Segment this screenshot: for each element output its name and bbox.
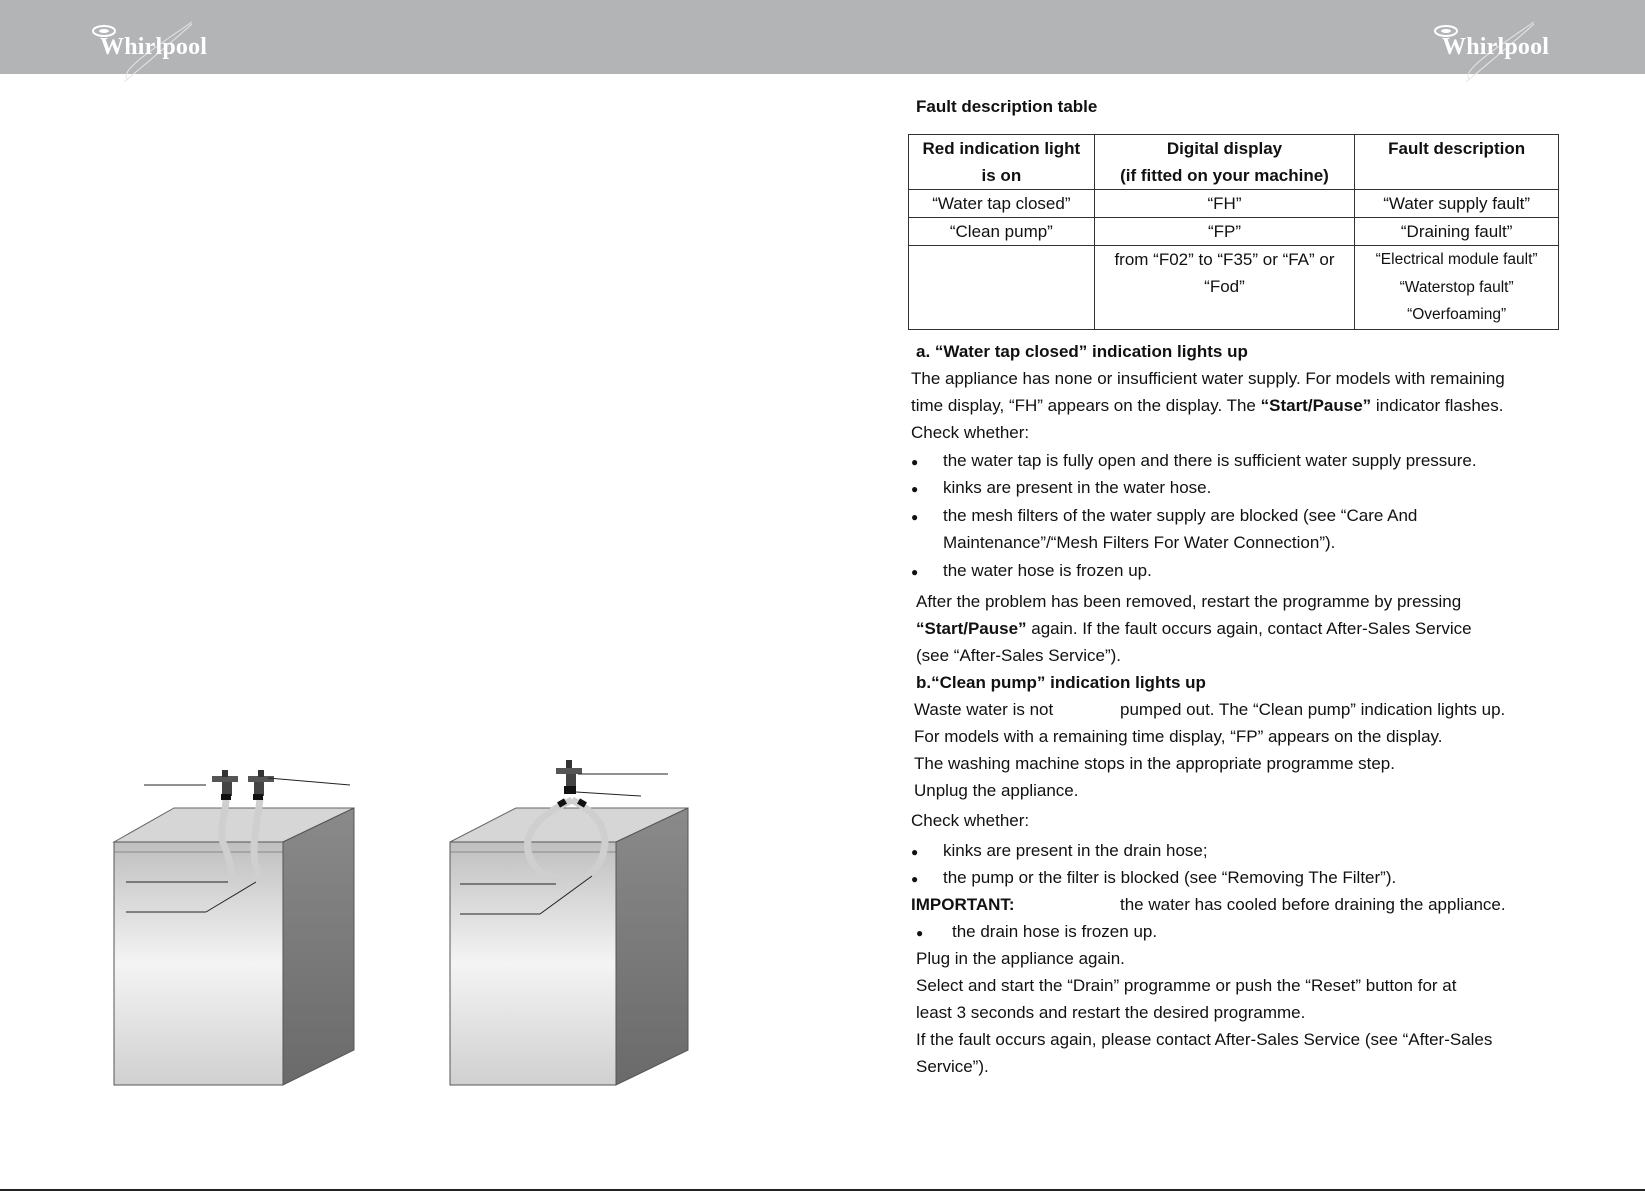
table-cell: “Water tap closed” (909, 190, 1095, 218)
section-a-text: Check whether: (911, 423, 1030, 442)
table-cell: “Clean pump” (909, 218, 1095, 246)
bullet-icon: ● (911, 482, 919, 496)
section-b-text: The washing machine stops in the appropriate programme step. (914, 754, 1395, 773)
table-cell (909, 246, 1095, 330)
appliance-y-connector-illustration (446, 752, 696, 1092)
section-a-text: The appliance has none or insufficient water supply. For models with remaining (911, 369, 1505, 388)
list-item: kinks are present in the drain hose; (943, 841, 1208, 860)
table-cell: “Water supply fault” (1355, 190, 1559, 218)
section-a-text: time display, “FH” appears on the display. The “Start/Pause” indicator flashes. (911, 396, 1504, 415)
list-item: the mesh filters of the water supply are blocked (see “Care And (943, 506, 1418, 525)
table-cell: from “F02” to “F35” or “FA” or “Fod” (1094, 246, 1355, 330)
section-b-text: Check whether: (911, 811, 1030, 830)
list-item: Maintenance”/“Mesh Filters For Water Connection”). (943, 533, 1336, 552)
bullet-icon: ● (916, 926, 924, 940)
bullet-icon: ● (911, 872, 919, 886)
list-item: the water hose is frozen up. (943, 561, 1152, 580)
fault-table-title: Fault description table (916, 97, 1098, 116)
list-item: the pump or the filter is blocked (see “Removing The Filter”). (943, 868, 1397, 887)
bullet-icon: ● (911, 565, 919, 579)
section-a-after: After the problem has been removed, restart the programme by pressing (916, 592, 1462, 611)
section-a-after: (see “After-Sales Service”). (916, 646, 1121, 665)
section-a-after: “Start/Pause” again. If the fault occurs again, contact After-Sales Service (916, 619, 1472, 638)
table-row (909, 246, 1559, 330)
closing-text: least 3 seconds and restart the desired programme. (916, 1003, 1306, 1022)
list-item: the drain hose is frozen up. (952, 922, 1158, 941)
logo-text: Whirlpool (1442, 34, 1550, 60)
table-row (909, 218, 1559, 246)
bullet-icon: ● (911, 845, 919, 859)
whirlpool-logo-left (88, 22, 228, 70)
bullet-icon: ● (911, 510, 919, 524)
appliance-two-taps-illustration (108, 760, 368, 1090)
bullet-icon: ● (911, 455, 919, 469)
section-b-text: pumped out. The “Clean pump” indication lights up. (1120, 700, 1506, 719)
table-cell: “FP” (1094, 218, 1355, 246)
table-cell: “Electrical module fault” “Waterstop fault” “Overfoaming” (1355, 246, 1559, 330)
section-b-text: Unplug the appliance. (914, 781, 1079, 800)
bottom-rule (0, 1189, 1645, 1191)
section-a-heading: a. “Water tap closed” indication lights up (916, 342, 1248, 361)
important-text: the water has cooled before draining the appliance. (1120, 895, 1506, 914)
column-header-red-light: Red indication light is on (909, 135, 1095, 190)
closing-text: Plug in the appliance again. (916, 949, 1125, 968)
logo-text: Whirlpool (100, 34, 208, 60)
fault-description-table (908, 134, 1559, 330)
column-header-digital-display: Digital display (if fitted on your machine) (1094, 135, 1355, 190)
list-item: kinks are present in the water hose. (943, 478, 1212, 497)
list-item: the water tap is fully open and there is sufficient water supply pressure. (943, 451, 1477, 470)
header-bar (0, 0, 1645, 74)
table-row (909, 190, 1559, 218)
table-header-row (909, 135, 1559, 190)
closing-text: Service”). (916, 1057, 989, 1076)
closing-text: If the fault occurs again, please contact After-Sales Service (see “After-Sales (916, 1030, 1493, 1049)
section-b-text: For models with a remaining time display, “FP” appears on the display. (914, 727, 1443, 746)
section-b-heading: b.“Clean pump” indication lights up (916, 673, 1206, 692)
column-header-fault-description: Fault description (1355, 135, 1559, 190)
whirlpool-logo-right (1430, 22, 1570, 70)
section-b-text: Waste water is not (914, 700, 1054, 719)
important-label: IMPORTANT: (911, 895, 1015, 914)
closing-text: Select and start the “Drain” programme or push the “Reset” button for at (916, 976, 1457, 995)
table-cell: “FH” (1094, 190, 1355, 218)
table-cell: “Draining fault” (1355, 218, 1559, 246)
